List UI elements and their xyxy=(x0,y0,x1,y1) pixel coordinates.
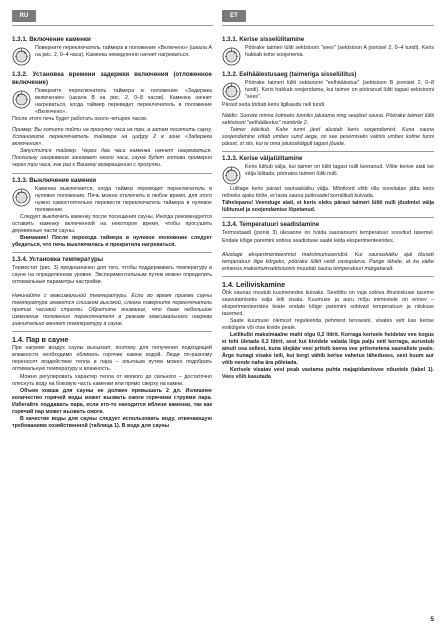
section-133-text-2: Следует выключить каменку после посещения сауны. Иногда рекомендуется оставить каменку включенной на некоторое время, чтобы просушить деревянные части сауны. xyxy=(12,213,212,234)
section-133-block xyxy=(12,186,212,214)
section-14-text: Õhk saunas muutub kuumenedes kuivaks. Seetõttu on vaja sobiva õhuniiskuse taseme saavutamiseks valja leili visata. Kuumuse ja auru mõju inimestele on erinev – eksperimenteerides leiate endale kõige paremini sobivad temperatuuri ja niiskuse tasemed. xyxy=(222,289,434,317)
section-134-italic: Alustage eksperimenteerimist maksimumasendist. Kui saunaskäiku ajal tõuseb temperatuur liiga kõrgeks, pöörake lülitit veidi vastupäeva. Pange tähele, et ka väike erinevus maksimumsektsioonis muudab sauna temperatuuri märgatavalt. xyxy=(222,251,434,272)
header-rule-et xyxy=(222,25,434,26)
section-14-warning: Объем ковша для сауны не должен превышать 2 дл. Излишнее количество горячей воды может вызвать ожоги горячими струями пара. Избегайте поддавать пара, если кто-то находится вблизи каменки, так как горячий пар может вызвать ожоги. xyxy=(12,387,212,415)
section-133-text: Каменка выключается, когда таймер переводит переключатель в нулевое положение. Печь можно отключить в любое время, для этого нужно самостоятельно перевести переключатель таймера в нулевое положение. xyxy=(35,185,212,213)
timer-knob-icon xyxy=(12,46,31,67)
section-14-water: В качестве воды для сауны следует использовать воду, отвечающую требованиям хозяйственной (таблица 1). В воде для сауны xyxy=(12,415,212,429)
section-132-after: Pärast seda töötab keris ligikaudu neli tundi. xyxy=(222,102,326,108)
section-134-text: Термостат (рис. 3) предназначен для того, чтобы поддерживать температуру в сауне на определенном уровне. Экспериментальным путем можно определить оптимальные параметры настройки. xyxy=(12,264,212,286)
section-14-title: 1.4. Пар в сауне xyxy=(12,335,69,345)
header-rule-ru xyxy=(12,25,213,26)
section-132-text: Поверните переключатель таймера в положение «Задержка включения» (шкала В на рис. 2, 0–8 часов). Каменка начнет нагреваться, когда таймер переведет переключатель в положение «Включено». xyxy=(35,88,212,116)
section-133-warning: Tähelepanu! Veenduge alati, et keris oleks pärast taimeri lüliti nulli jõudmist välja lülitunud ja soojendamise lõpetanud. xyxy=(222,200,434,214)
section-133-warning: Внимание! После перехода таймера в нулевое положение следует убедиться, что печь выключилась и прекратила нагреваться. xyxy=(12,234,212,248)
section-divider xyxy=(222,276,434,277)
column-et xyxy=(222,36,434,381)
section-131-block xyxy=(12,45,212,67)
timer-knob-icon xyxy=(12,187,31,208)
section-131-text: Pöörake taimeri lüliti sektsiooni "sees" (sektsioon A joonisel 2, 0–4 tundi). Keris hakkab kohe soojenema. xyxy=(245,45,434,59)
language-tag-et: ET xyxy=(222,10,246,22)
section-131-text: Поверните переключатель таймера в положение «Включено» (шкала А на рис. 2, 0–4 часа). Каменка немедленно начнет нагреваться. xyxy=(35,45,212,59)
section-divider xyxy=(12,252,212,253)
section-132-example: Пример: Вы хотите пойти на прогулку часа на три, а затем посетить сауну. Установите переключатель таймера на цифру 2 в зоне «Задержка включения». xyxy=(12,127,212,148)
section-133-text-2: Lülitage keris pärast saunaskäiku välja. Mõnikord võib olla soovitatav jätta keris mõneks ajaks tööle, et lasta sauna puitosadel korralikult kuivada. xyxy=(222,186,434,200)
section-132-example-2: Taimer käivitub. Kahe tunni järel alustab keris soojendamist. Kuna sauna soojendamine võtab umbes sund aega, on see pesemiseks valmis umbes kolme tunni pärast, st siis, kui te oma jalutuskäigult tagasi jõuate. xyxy=(222,127,434,148)
section-132-text: Pöörake taimeri lüliti sektsiooni "eelhäälestus" (sektsioon B joonisel 2, 0–8 tundi). Keris hakkab soojendama, kui taimer on pööranud lüliti tagasi sektsiooni "sees". xyxy=(245,80,434,101)
section-132-title: 1.3.2. Eelhäälestusaeg (taimeriga sisselülitus) xyxy=(222,71,357,78)
timer-knob-icon xyxy=(222,81,241,102)
timer-knob-icon xyxy=(222,46,241,67)
section-134-text: Termostaadi (joonis 3) ülesanne on hoida saunaruumi temperatuur soovitud tasemel. Endale kõige paremini sobiva seadistuse saate leida eksperimenteerides. xyxy=(222,230,434,244)
section-133-title: 1.3.3. Kerise väljalülitamine xyxy=(222,155,303,163)
page-number: 5 xyxy=(430,616,434,623)
section-134-italic: Начинайте с максимальной температуры. Если во время приема сауны температура окажется слишком высокой, слегка поверните переключатель против часовой стрелки. Обратите внимание, что даже небольшое изменение положения переключателя в режиме максимального нагрева значительно меняет температуру в сауне. xyxy=(12,293,212,328)
section-133-block xyxy=(222,164,434,186)
language-tag-ru: RU xyxy=(12,10,36,22)
section-131-title: 1.3.1. Включение каменки xyxy=(12,36,91,43)
section-14-water: Kerisele visatav vesi peab vastama puhta majapidamisvee nõuetele (tabel 1). Vees võib kasutada xyxy=(222,367,434,381)
section-14-warning: Leilikulbi maksimaalne maht olgu 0,2 liitrit. Korraga kerisele heidetav vee kogus ei tohi ületada 0,2 liitrit, sest kui kividele valada liiga palju vett korraga, aurustub ainult osa sellest, kuna ülejääv vesi pritsib keeva vee pritsmetena saunaliste peale. Ärge kunagi visake leili, kui kergi vähib kerise vahetus läheduses, sest kuum aur võib nende naha ära põletada. xyxy=(222,331,434,367)
timer-knob-icon xyxy=(222,165,241,186)
section-132-block xyxy=(12,88,212,116)
section-133-title: 1.3.3. Выключение каменки xyxy=(12,176,97,184)
section-14-title: 1.4. Leiliviskamine xyxy=(222,279,286,289)
section-14-text-2: Saate kuumuse olemust reguleerida pehmest tervavani, visates vett kas kerise esikülgele või otse kivide peale. xyxy=(222,317,434,331)
section-14-text: При нагреве воздух сауны высыхает, поэтому для получения подходящей влажности необходимо обливать горячие камни водой. Люди по-разному переносят воздействие тепла и пара – опытным путем можно подобрать оптимальную температуру и влажность. xyxy=(12,345,212,373)
section-134-title: 1.3.4. Установка температуры xyxy=(12,255,104,263)
section-divider xyxy=(222,151,434,152)
section-divider xyxy=(12,331,212,332)
section-divider xyxy=(222,217,434,218)
section-132-block xyxy=(222,80,434,102)
section-131-block xyxy=(222,45,434,67)
timer-knob-icon xyxy=(12,89,31,110)
section-divider xyxy=(12,173,212,174)
section-132-title: 1.3.2. Установка времени задержки включения (отложенное включение) xyxy=(12,71,212,86)
section-134-title: 1.3.4. Temperatuuri seadistamine xyxy=(222,221,320,229)
section-133-text: Keris lülitub välja, kui taimer on lüliti tagasi nulli keeranud. Võite kerise alati ise välja lülitada, pöörates taimeri lüliti nulli. xyxy=(245,164,434,178)
section-132-after: После этого печь будет работать около четырех часов. xyxy=(12,116,148,123)
section-131-title: 1.3.1. Kerise sisselülitamine xyxy=(222,36,305,43)
column-ru xyxy=(12,36,212,430)
section-14-text-2: Можно регулировать характер тепла от мягкого до сильного – достаточно плеснуть воду на боковую часть каменки или прямо сверху на камни. xyxy=(12,373,212,387)
section-132-example-2: Запустится таймер. Через два часа каменка начнет нагреваться. Поскольку нагревание занимает около часа, сауна будет готова примерно через три часа, как раз к Вашему возвращению с прогулки. xyxy=(12,148,212,169)
section-132-example: Näidis: Soovite minna kolmeks tunniks jalutama ning seejärel sauna. Pöörake taimeri lüliti sektsiooni "eelhäälestus" numbrile 2. xyxy=(222,113,434,127)
